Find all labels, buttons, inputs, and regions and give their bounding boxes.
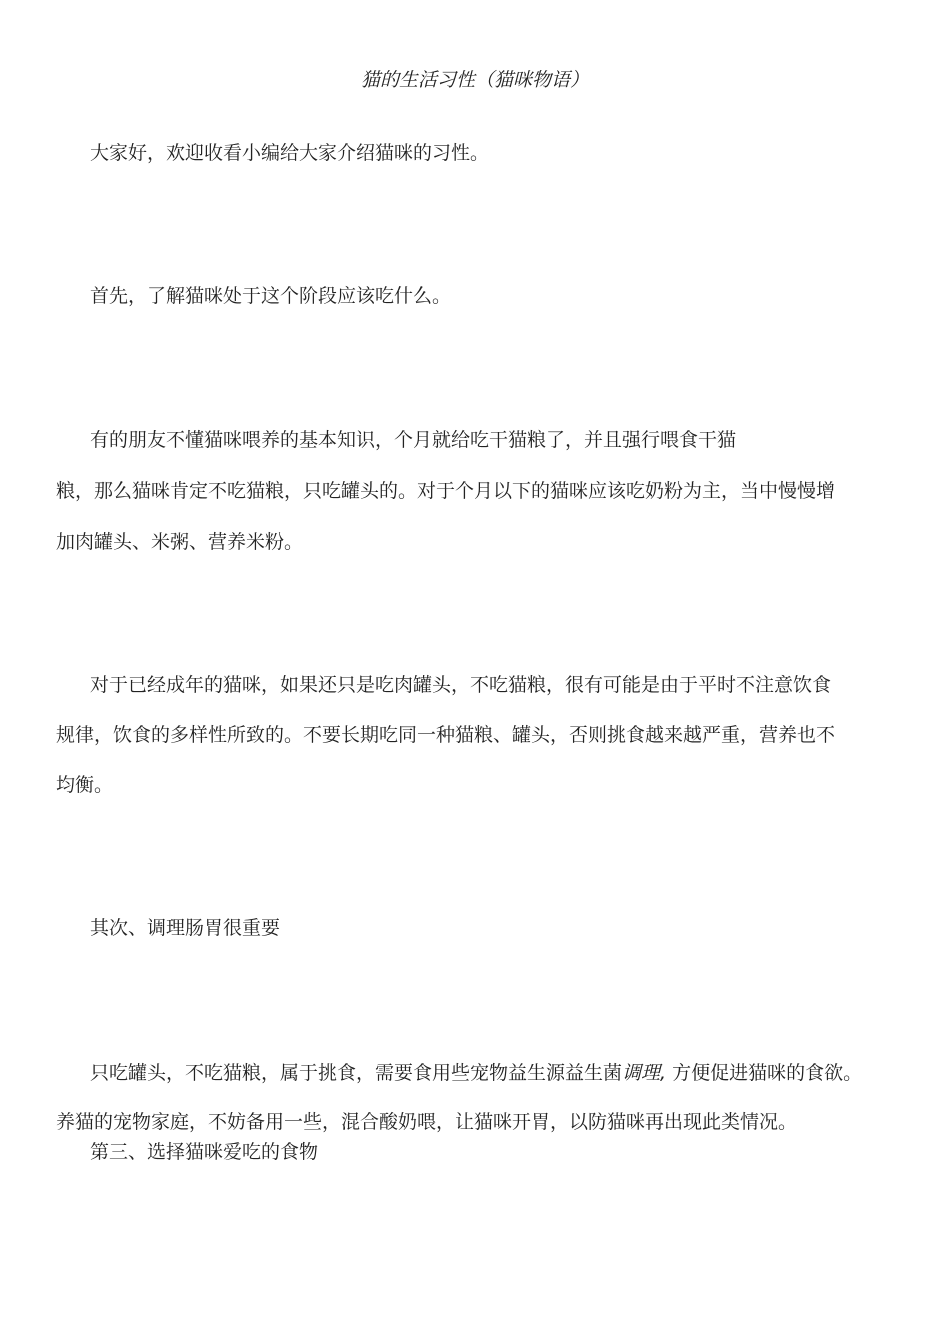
paragraph-intro: 大家好，欢迎收看小编给大家介绍猫咪的习性。 [90,142,490,164]
paragraph-adult-line-1: 对于已经成年的猫咪，如果还只是吃肉罐头，不吃猫粮，很有可能是由于平时不注意饮食 [90,674,832,696]
probiotic-text-before: 只吃罐头，不吃猫粮，属于挑食，需要食用些宠物益生源益生菌 [90,1062,623,1084]
paragraph-feeding-line-1: 有的朋友不懂猫咪喂养的基本知识，个月就给吃干猫粮了，并且强行喂食干猫 [90,429,737,451]
probiotic-text-after: 方便促进猫咪的食欲。 [666,1062,863,1084]
paragraph-first: 首先，了解猫咪处于这个阶段应该吃什么。 [90,285,452,307]
paragraph-probiotic-line-1 [90,1061,862,1085]
paragraph-adult-line-3: 均衡。 [56,774,114,796]
paragraph-feeding-line-3: 加肉罐头、米粥、营养米粉。 [56,531,304,553]
paragraph-second-heading: 其次、调理肠胃很重要 [90,917,281,939]
page-title: 猫的生活习性（猫咪物语） [360,69,589,91]
paragraph-adult-line-2: 规律，饮食的多样性所致的。不要长期吃同一种猫粮、罐头，否则挑食越来越严重，营养也不 [56,724,836,746]
paragraph-third-heading: 第三、选择猫咪爱吃的食物 [90,1141,319,1163]
paragraph-probiotic-line-2: 养猫的宠物家庭，不妨备用一些，混合酸奶喂，让猫咪开胃，以防猫咪再出现此类情况。 [56,1111,798,1133]
probiotic-text-italic: 调理, [622,1062,667,1084]
paragraph-feeding-line-2: 粮，那么猫咪肯定不吃猫粮，只吃罐头的。对于个月以下的猫咪应该吃奶粉为主，当中慢慢增 [56,480,836,502]
